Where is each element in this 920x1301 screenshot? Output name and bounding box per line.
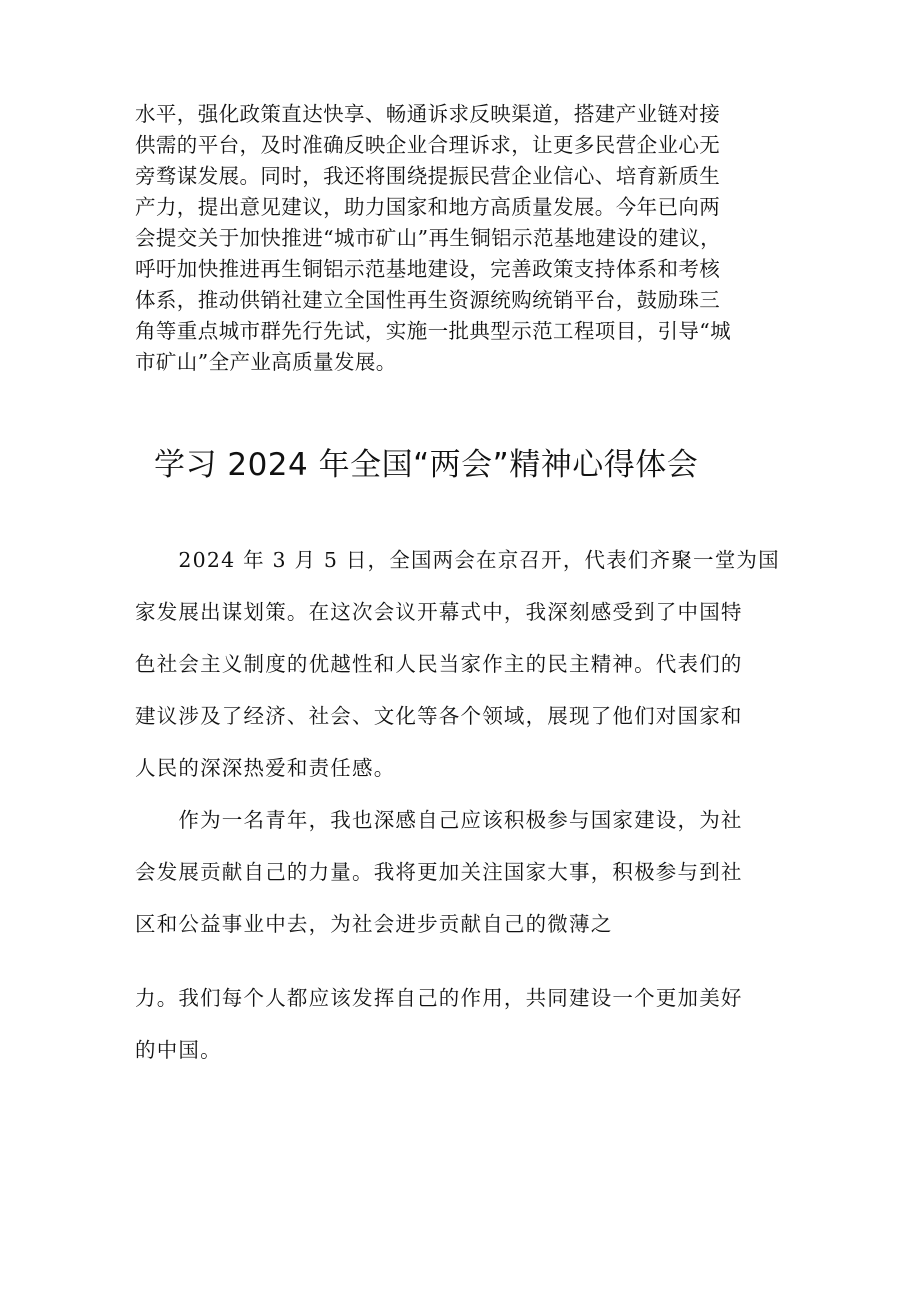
article-paragraph-3 (135, 972, 795, 1076)
article-title: 学习 2024 年全国“两会”精神心得体会 (154, 447, 699, 483)
text-line: 会提交关于加快推进“城市矿山”再生铜铝示范基地建设的建议， (135, 226, 722, 250)
text-line: 体系，推动供销社建立全国性再生资源统购统销平台，鼓励珠三 (135, 288, 721, 312)
text-line: 的中国。 (135, 1038, 222, 1062)
text-line: 水平，强化政策直达快享、畅通诉求反映渠道，搭建产业链对接 (135, 102, 721, 126)
text-line: 建议涉及了经济、社会、文化等各个领域，展现了他们对国家和 (135, 704, 743, 728)
intro-paragraph (135, 99, 795, 378)
text-line: 家发展出谋划策。在这次会议开幕式中，我深刻感受到了中国特 (135, 600, 743, 624)
text-line: 力。我们每个人都应该发挥自己的作用，共同建设一个更加美好 (135, 986, 743, 1010)
text-line: 色社会主义制度的优越性和人民当家作主的民主精神。代表们的 (135, 652, 743, 676)
text-line: 2024 年 3 月 5 日，全国两会在京召开，代表们齐聚一堂为国 (135, 548, 780, 572)
text-line: 旁骛谋发展。同时，我还将围绕提振民营企业信心、培育新质生 (135, 164, 721, 188)
text-line: 人民的深深热爱和责任感。 (135, 756, 396, 780)
text-line: 呼吁加快推进再生铜铝示范基地建设，完善政策支持体系和考核 (135, 257, 721, 281)
text-line: 产力，提出意见建议，助力国家和地方高质量发展。今年已向两 (135, 195, 721, 219)
text-line: 作为一名青年，我也深感自己应该积极参与国家建设，为社 (135, 808, 743, 832)
text-line: 角等重点城市群先行先试，实施一批典型示范工程项目，引导“城 (135, 319, 732, 343)
text-line: 供需的平台，及时准确反映企业合理诉求，让更多民营企业心无 (135, 133, 721, 157)
article-paragraph-1 (135, 534, 795, 794)
text-line: 市矿山”全产业高质量发展。 (135, 350, 397, 374)
text-line: 会发展贡献自己的力量。我将更加关注国家大事，积极参与到社 (135, 860, 743, 884)
text-line: 区和公益事业中去，为社会进步贡献自己的微薄之 (135, 912, 613, 936)
article-paragraph-2 (135, 794, 795, 950)
